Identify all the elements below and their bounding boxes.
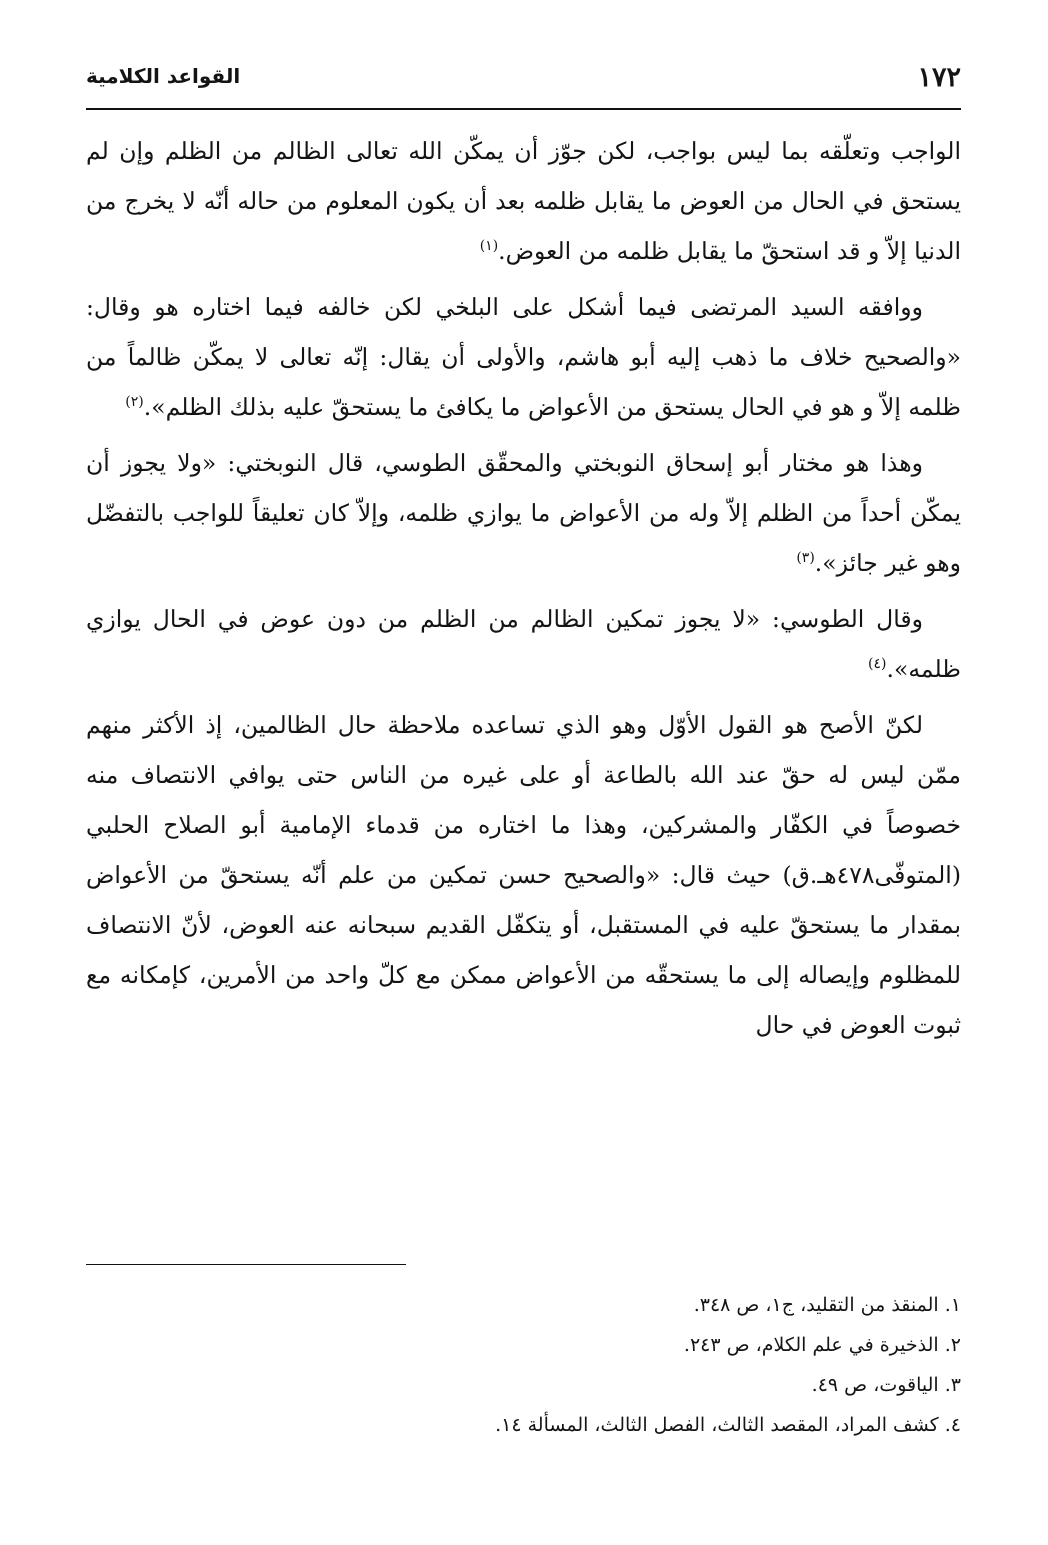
header-rule <box>86 108 961 110</box>
paragraph <box>86 282 961 432</box>
footnote-marker: (٢) <box>125 394 144 411</box>
footnote: ٣. الياقوت، ص ٤٩. <box>811 1374 961 1396</box>
main-text <box>86 126 961 1056</box>
paragraph <box>86 438 961 588</box>
page-header <box>86 62 961 98</box>
footnote: ٢. الذخيرة في علم الكلام، ص ٢٤٣. <box>683 1334 961 1356</box>
paragraph-text: ووافقه السيد المرتضى فيما أشكل على البلخي لكن خالفه فيما اختاره هو وقال: «والصحيح خلاف ما ذهب إليه أبو هاشم، والأولى أن يقال: إنّه تعالى لا يمكّن ظالماً من ظلمه إلاّ و هو في الحال يستحق من الأعواض ما يكافئ ما يستحقّ عليه بذلك الظلم». <box>86 293 961 421</box>
book-page <box>86 0 961 1545</box>
footnote-marker: (٣) <box>796 550 815 567</box>
paragraph-text: لكنّ الأصح هو القول الأوّل وهو الذي تساعده ملاحظة حال الظالمين، إذ الأكثر منهم ممّن ليس له حقّ عند الله بالطاعة أو على غيره من الناس حتى يوافي الانتصاف منه خصوصاً في الكفّار والمشركين، وهذا ما اختاره من قدماء الإمامية أبو الصلاح الحلبي (المتوفّى٤٧٨هـ.ق) حيث قال: «والصحيح حسن تمكين من علم أنّه يستحقّ من الأعواض بمقدار ما يستحقّ عليه في المستقبل، أو يتكفّل القديم سبحانه عنه العوض، لأنّ الانتصاف للمظلوم وإيصاله إلى ما يستحقّه من الأعواض ممكن مع كلّ واحد من الأمرين، كإمكانه مع ثبوت العوض في حال <box>86 711 961 1039</box>
running-title: القواعد الكلامية <box>86 64 241 88</box>
paragraph-text: الواجب وتعلّقه بما ليس بواجب، لكن جوّز أن يمكّن الله تعالى الظالم من الظلم وإن لم يستحق في الحال من العوض ما يقابل ظلمه بعد أن يكون المعلوم من حاله أنّه لا يخرج من الدنيا إلاّ و قد استحقّ ما يقابل ظلمه من العوض. <box>86 137 961 265</box>
page-number: ١٧٢ <box>917 62 961 93</box>
footnote: ٤. كشف المراد، المقصد الثالث، الفصل الثالث، المسألة ١٤. <box>495 1414 961 1436</box>
footnote: ١. المنقذ من التقليد، ج١، ص ٣٤٨. <box>693 1294 961 1316</box>
paragraph <box>86 126 961 276</box>
footnote-marker: (٤) <box>868 656 887 673</box>
paragraph <box>86 700 961 1050</box>
footnote-marker: (١) <box>479 238 499 255</box>
paragraph <box>86 594 961 694</box>
footnotes <box>86 1285 961 1445</box>
paragraph-text: وقال الطوسي: «لا يجوز تمكين الظالم من الظلم من دون عوض في الحال يوازي ظلمه». <box>86 605 961 683</box>
footnote-separator <box>86 1264 406 1265</box>
paragraph-text: وهذا هو مختار أبو إسحاق النوبختي والمحقّق الطوسي، قال النوبختي: «ولا يجوز أن يمكّن أحداً من الظلم إلاّ وله من الأعواض ما يوازي ظلمه، وإلاّ كان تعليقاً للواجب بالتفضّل وهو غير جائز». <box>86 449 961 577</box>
